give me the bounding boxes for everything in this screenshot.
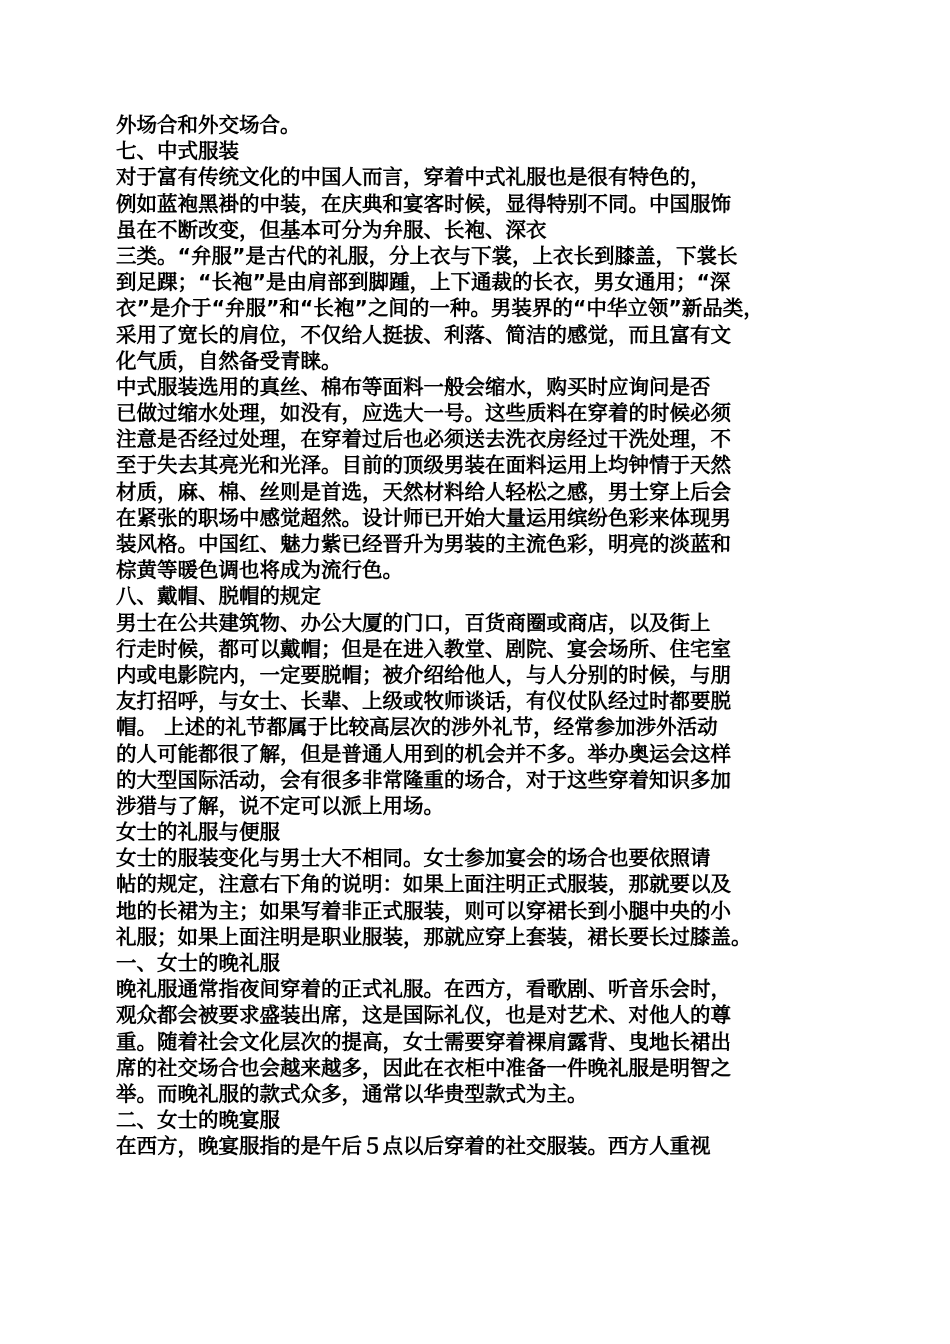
text-line: 女士的礼服与便服 xyxy=(116,820,280,845)
document-body xyxy=(116,112,846,1160)
text-line: 女士的服装变化与男士大不相同。女士参加宴会的场合也要依照请 xyxy=(116,846,711,871)
text-line: 重。随着社会文化层次的提高，女士需要穿着裸肩露背、曳地长裙出 xyxy=(116,1029,731,1054)
text-line: 外场合和外交场合。 xyxy=(116,113,301,137)
text-line: 举。而晚礼服的款式众多，通常以华贵型款式为主。 xyxy=(116,1081,588,1106)
text-line: 已做过缩水处理，如没有，应选大一号。这些质料在穿着的时候必须 xyxy=(116,401,731,426)
text-line: 在西方，晚宴服指的是午后５点以后穿着的社交服装。西方人重视 xyxy=(116,1134,711,1159)
text-line: 采用了宽长的肩位，不仅给人挺拔、利落、简洁的感觉，而且富有文 xyxy=(116,322,731,347)
text-line: 友打招呼，与女士、长辈、上级或牧师谈话，有仪仗队经过时都要脱 xyxy=(116,689,731,714)
text-line: 衣”是介于“弁服”和“长袍”之间的一种。男装界的“中华立领”新品类， xyxy=(116,296,764,321)
text-line: 礼服；如果上面注明是职业服装，那就应穿上套装，裙长要长过膝盖。 xyxy=(116,924,752,949)
text-line: 到足踝；“长袍”是由肩部到脚踵，上下通裁的长衣，男女通用；“深 xyxy=(116,270,731,295)
text-line: 虽在不断改变，但基本可分为弁服、长袍、深衣 xyxy=(116,217,547,242)
text-line: 行走时候，都可以戴帽；但是在进入教堂、剧院、宴会场所、住宅室 xyxy=(116,636,731,661)
text-line: 的人可能都很了解，但是普通人用到的机会并不多。举办奥运会这样 xyxy=(116,741,731,766)
text-line: 内或电影院内，一定要脱帽；被介绍给他人，与人分别的时候，与朋 xyxy=(116,662,731,687)
text-line: 地的长裙为主；如果写着非正式服装，则可以穿裙长到小腿中央的小 xyxy=(116,898,731,923)
text-line: 七、中式服装 xyxy=(116,139,239,164)
text-line: 涉猎与了解，说不定可以派上用场。 xyxy=(116,793,444,818)
text-line: 男士在公共建筑物、办公大厦的门口，百货商圈或商店，以及街上 xyxy=(116,610,711,635)
text-line: 棕黄等暖色调也将成为流行色。 xyxy=(116,558,403,583)
text-line: 对于富有传统文化的中国人而言，穿着中式礼服也是很有特色的， xyxy=(116,165,711,190)
text-line: 材质，麻、棉、丝则是首选，天然材料给人轻松之感，男士穿上后会 xyxy=(116,479,731,504)
text-line: 在紧张的职场中感觉超然。设计师已开始大量运用缤纷色彩来体现男 xyxy=(116,505,731,530)
text-line: 晚礼服通常指夜间穿着的正式礼服。在西方，看歌剧、听音乐会时， xyxy=(116,977,731,1002)
text-line: 化气质，自然备受青睐。 xyxy=(116,348,342,373)
text-line: 的大型国际活动，会有很多非常隆重的场合，对于这些穿着知识多加 xyxy=(116,767,731,792)
text-line: 帽。 上述的礼节都属于比较高层次的涉外礼节，经常参加涉外活动 xyxy=(116,715,718,740)
text-line: 例如蓝袍黑褂的中装，在庆典和宴客时候，显得特别不同。中国服饰 xyxy=(116,191,731,216)
text-line: 装风格。中国红、魅力紫已经晋升为男装的主流色彩，明亮的淡蓝和 xyxy=(116,532,731,556)
text-line: 中式服装选用的真丝、棉布等面料一般会缩水，购买时应询问是否 xyxy=(116,374,711,399)
text-line: 三类。“弁服”是古代的礼服，分上衣与下裳，上衣长到膝盖，下裳长 xyxy=(116,243,738,268)
text-line: 注意是否经过处理，在穿着过后也必须送去洗衣房经过干洗处理，不 xyxy=(116,427,731,452)
text-line: 一、女士的晚礼服 xyxy=(116,951,280,975)
text-line: 八、戴帽、脱帽的规定 xyxy=(116,584,321,609)
text-line: 至于失去其亮光和光泽。目前的顶级男装在面料运用上均钟情于天然 xyxy=(116,453,731,478)
text-line: 观众都会被要求盛装出席，这是国际礼仪，也是对艺术、对他人的尊 xyxy=(116,1003,731,1028)
text-line: 席的社交场合也会越来越多，因此在衣柜中准备一件晚礼服是明智之 xyxy=(116,1055,731,1080)
text-line: 帖的规定，注意右下角的说明：如果上面注明正式服装，那就要以及 xyxy=(116,872,731,897)
text-line: 二、女士的晚宴服 xyxy=(116,1108,280,1133)
